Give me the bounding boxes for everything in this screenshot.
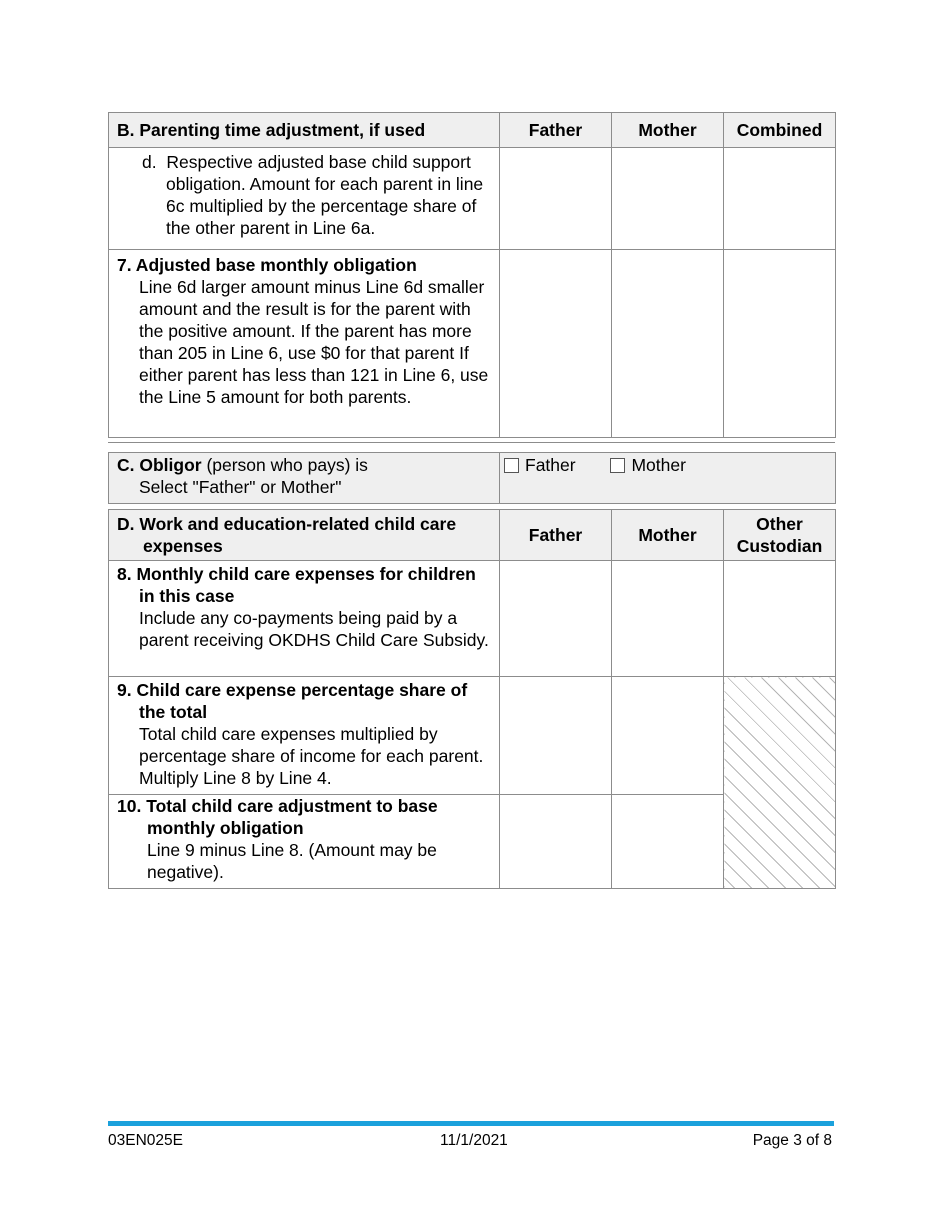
- line-6d-text: Respective adjusted base child support obligation. Amount for each parent in line 6c multiplied by the percentage share of the other parent in Line 6a.: [166, 152, 484, 238]
- line-6d-mother-field[interactable]: [612, 148, 724, 250]
- col-header-mother: Mother: [612, 113, 724, 148]
- line-7-label-cell: [109, 250, 500, 438]
- line-10-father-field[interactable]: [500, 795, 612, 889]
- other-custodian-shaded-cell: [724, 677, 836, 889]
- father-checkbox[interactable]: [504, 458, 519, 473]
- section-b-table: [108, 112, 836, 438]
- line-9-mother-field[interactable]: [612, 677, 724, 795]
- line-7-instructions: Line 6d larger amount minus Line 6d smaller amount and the result is for the parent with the positive amount. If the parent has more than 205 in Line 6, use $0 for that parent If either parent has less than 121 in Line 6, use the Line 5 amount for both parents.: [139, 277, 489, 407]
- obligor-title-rest: (person who pays) is: [201, 455, 368, 475]
- section-b-header-row: [109, 113, 836, 148]
- line-6d-combined-field[interactable]: [724, 148, 836, 250]
- line-7-father-field[interactable]: [500, 250, 612, 438]
- obligor-row: [109, 453, 836, 504]
- line-8-father-field[interactable]: [500, 561, 612, 677]
- line-10-label-cell: [109, 795, 500, 889]
- mother-checkbox-label: Mother: [631, 455, 686, 475]
- section-d-title: D. Work and education-related child care expenses: [117, 514, 457, 556]
- col-header-father: Father: [500, 113, 612, 148]
- line-10-instructions: Line 9 minus Line 8. (Amount may be negative).: [147, 840, 437, 882]
- obligor-mother-option[interactable]: [610, 455, 685, 475]
- mother-checkbox[interactable]: [610, 458, 625, 473]
- line-9-title: 9. Child care expense percentage share of the total: [117, 680, 468, 722]
- line-7-combined-field[interactable]: [724, 250, 836, 438]
- father-checkbox-label: Father: [525, 455, 576, 475]
- line-8-mother-field[interactable]: [612, 561, 724, 677]
- obligor-father-option[interactable]: [504, 455, 606, 475]
- line-7-row: [109, 250, 836, 438]
- col-header-mother-d: Mother: [612, 510, 724, 561]
- line-7-mother-field[interactable]: [612, 250, 724, 438]
- section-b-title: B. Parenting time adjustment, if used: [109, 113, 500, 148]
- line-7-title: 7. Adjusted base monthly obligation: [117, 255, 417, 275]
- section-d-title-cell: [109, 510, 500, 561]
- line-8-row: [109, 561, 836, 677]
- section-c-table: [108, 452, 836, 504]
- footer-date: 11/1/2021: [440, 1132, 508, 1149]
- line-9-label-cell: [109, 677, 500, 795]
- line-6d-description: [109, 148, 499, 244]
- line-6d-letter: d.: [142, 152, 157, 172]
- section-d-table: [108, 509, 836, 889]
- line-8-label-cell: [109, 561, 500, 677]
- line-8-title: 8. Monthly child care expenses for children in this case: [117, 564, 476, 606]
- line-10-mother-field[interactable]: [612, 795, 724, 889]
- section-b-bottom-rule: [108, 442, 835, 443]
- line-6d-row: [109, 148, 836, 250]
- obligor-subtitle: Select "Father" or Mother": [139, 477, 342, 497]
- obligor-label-cell: [109, 453, 500, 504]
- col-header-other-custodian: Other Custodian: [724, 510, 836, 561]
- obligor-choice-cell: [500, 453, 836, 504]
- col-header-combined: Combined: [724, 113, 836, 148]
- footer-rule: [108, 1121, 834, 1126]
- line-6d-father-field[interactable]: [500, 148, 612, 250]
- line-9-instructions: Total child care expenses multiplied by percentage share of income for each parent. Multiply Line 8 by Line 4.: [139, 724, 484, 788]
- obligor-title: C. Obligor: [117, 455, 202, 475]
- line-6d-label-cell: [109, 148, 500, 250]
- col-header-father-d: Father: [500, 510, 612, 561]
- line-8-other-custodian-field[interactable]: [724, 561, 836, 677]
- line-10-title: 10. Total child care adjustment to base monthly obligation: [117, 796, 438, 838]
- form-number: 03EN025E: [108, 1132, 183, 1149]
- page-number: Page 3 of 8: [752, 1132, 832, 1149]
- section-d-header-row: [109, 510, 836, 561]
- line-9-father-field[interactable]: [500, 677, 612, 795]
- line-9-row: [109, 677, 836, 795]
- line-8-instructions: Include any co-payments being paid by a parent receiving OKDHS Child Care Subsidy.: [139, 608, 489, 650]
